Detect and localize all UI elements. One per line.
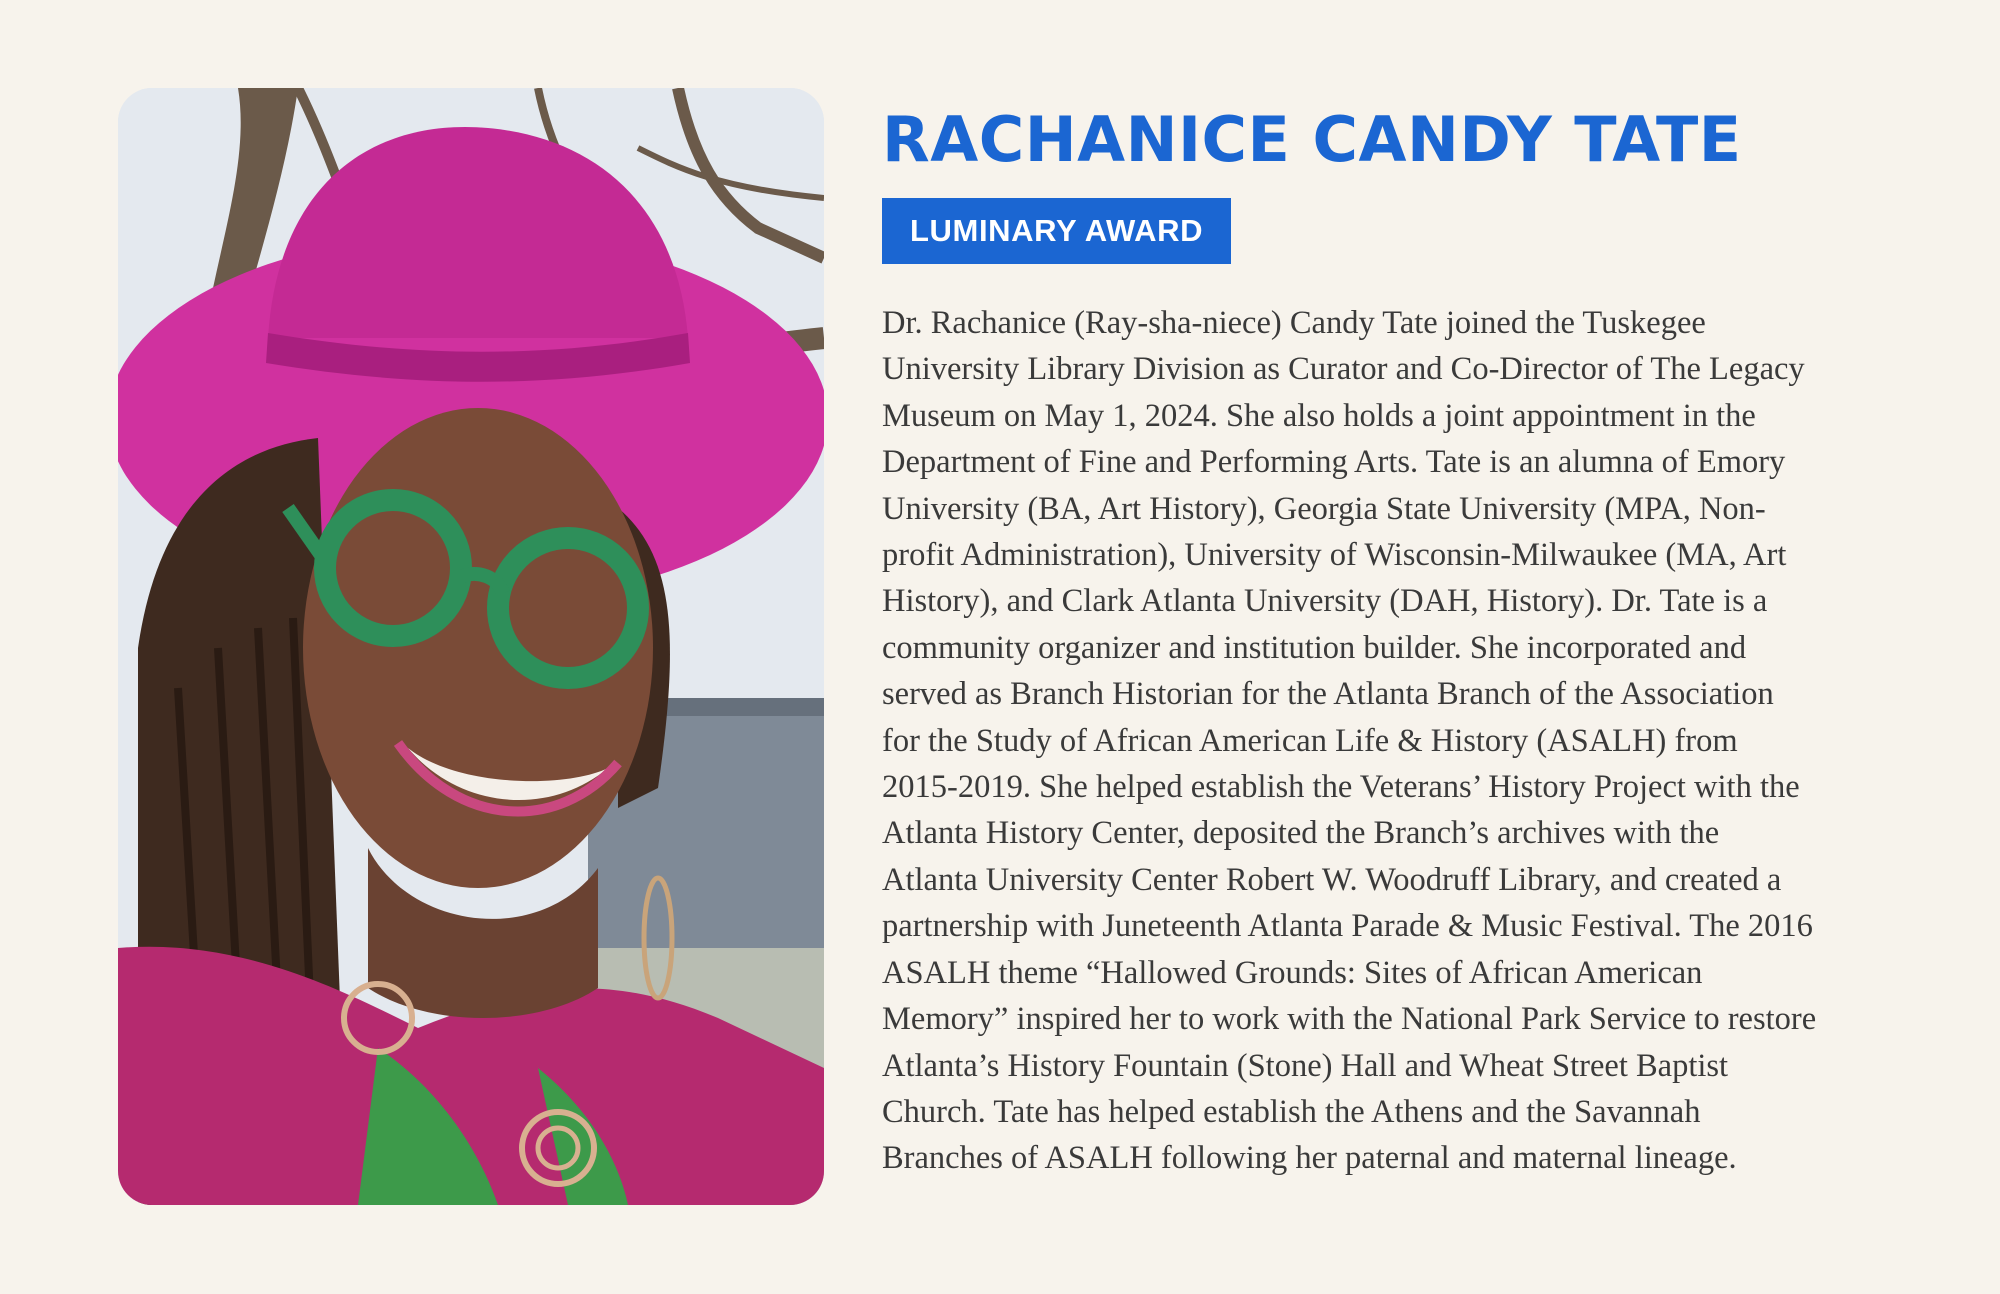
- bio-line: University Library Division as Curator and Co-Director of The Legacy: [882, 351, 1805, 388]
- bio-line: served as Branch Historian for the Atlanta Branch of the Association: [882, 676, 1774, 713]
- bio-line: Atlanta’s History Fountain (Stone) Hall and Wheat Street Baptist: [882, 1047, 1729, 1084]
- portrait-photo: [118, 88, 824, 1205]
- bio-line: community organizer and institution builder. She incorporated and: [882, 629, 1747, 666]
- bio-line: Branches of ASALH following her paternal and maternal lineage.: [882, 1140, 1737, 1177]
- bio-line: University (BA, Art History), Georgia State University (MPA, Non-: [882, 490, 1766, 527]
- bio-line: Church. Tate has helped establish the Athens and the Savannah: [882, 1093, 1701, 1130]
- bio-line: Museum on May 1, 2024. She also holds a joint appointment in the: [882, 397, 1756, 434]
- award-badge: LUMINARY AWARD: [882, 198, 1231, 264]
- bio-line: ASALH theme “Hallowed Grounds: Sites of African American: [882, 954, 1703, 991]
- bio-line: Dr. Rachanice (Ray-sha-niece) Candy Tate joined the Tuskegee: [882, 305, 1706, 341]
- bio-line: profit Administration), University of Wisconsin-Milwaukee (MA, Art: [882, 537, 1787, 574]
- bio-line: partnership with Juneteenth Atlanta Parade & Music Festival. The 2016: [882, 908, 1813, 945]
- bio-line: Department of Fine and Performing Arts. Tate is an alumna of Emory: [882, 444, 1786, 481]
- bio-line: Atlanta University Center Robert W. Woodruff Library, and created a: [882, 861, 1782, 898]
- person-name: RACHANICE CANDY TATE: [882, 103, 1742, 176]
- bio-line: History), and Clark Atlanta University (DAH, History). Dr. Tate is a: [882, 583, 1768, 620]
- bio-line: for the Study of African American Life & History (ASALH) from: [882, 722, 1738, 759]
- bio-line: 2015-2019. She helped establish the Veterans’ History Project with the: [882, 769, 1800, 806]
- bio-text: [882, 300, 1942, 1182]
- profile-content: [882, 104, 1942, 1182]
- bio-line: Atlanta History Center, deposited the Branch’s archives with the: [882, 815, 1720, 852]
- bio-line: Memory” inspired her to work with the National Park Service to restore: [882, 1001, 1817, 1038]
